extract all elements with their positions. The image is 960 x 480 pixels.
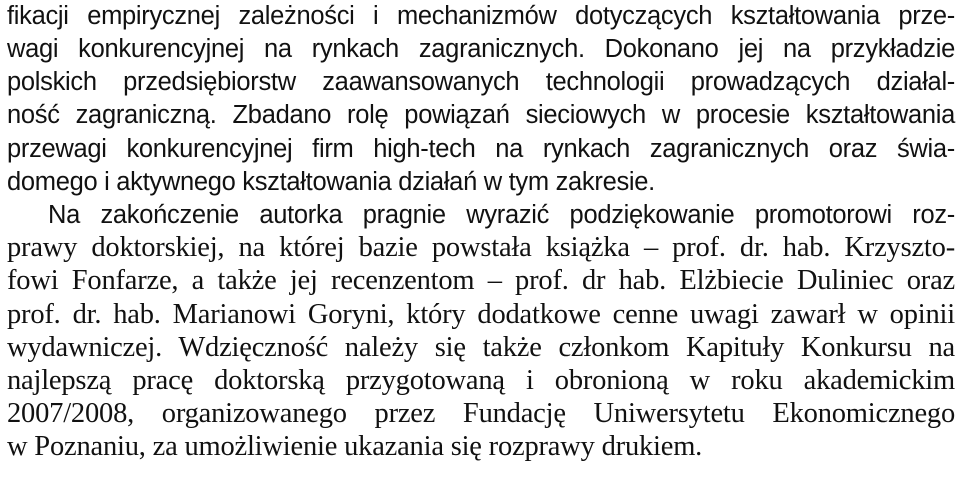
text-line: polskich przedsiębiorstw zaawansowanych technologii prowadzących działal- [7,68,955,96]
text-line: przewagi konkurencyjnej firm high-tech na rynkach zagranicznych oraz świa- [7,135,955,163]
text-line: fowi Fonfarze, a także jej recenzentom – prof. dr hab. Elżbiecie Duliniec oraz [7,265,955,296]
text-line: ność zagraniczną. Zbadano rolę powiązań sieciowych w procesie kształtowania [7,101,955,129]
text-line: domego i aktywnego kształtowania działań w tym zakresie. [7,168,655,196]
text-line: fikacji empirycznej zależności i mechanizmów dotyczących kształtowania prze- [7,2,955,30]
text-line: najlepszą pracę doktorską przygotowaną i obronioną w roku akademickim [7,365,955,396]
text-line: wagi konkurencyjnej na rynkach zagranicznych. Dokonano jej na przykładzie [7,35,955,63]
text-line: prof. dr. hab. Marianowi Goryni, który dodatkowe cenne uwagi zawarł w opinii [7,299,955,330]
text-line: wydawniczej. Wdzięczność należy się także członkom Kapituły Konkursu na [7,332,955,363]
text-line: prawy doktorskiej, na której bazie powstała książka – prof. dr. hab. Krzyszto- [7,232,955,263]
text-line: 2007/2008, organizowanego przez Fundację Uniwersytetu Ekonomicznego [7,398,955,429]
text-line: w Poznaniu, za umożliwienie ukazania się rozprawy drukiem. [7,431,703,462]
text-line: Na zakończenie autorka pragnie wyrazić podziękowanie promotorowi roz- [48,201,955,229]
